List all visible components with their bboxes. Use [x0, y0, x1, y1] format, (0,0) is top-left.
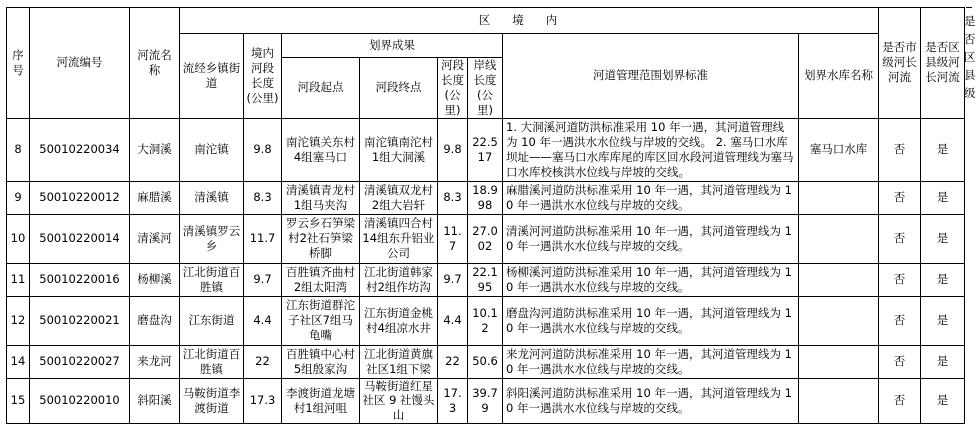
- cell-city-chief: 否: [879, 214, 921, 263]
- cell-standard: 麻腊溪河道防洪标准采用 10 年一遇，其河道管理线为 10 年一遇洪水水位线与岸坡的交线。: [503, 181, 799, 214]
- cell-district-chief: 是: [921, 378, 965, 424]
- cell-end: 南沱镇南沱村1组大洞溪: [360, 118, 438, 181]
- header-start: 河段起点: [282, 58, 360, 119]
- cell-standard: 1. 大洞溪河道防洪标准采用 10 年一遇，其河道管理线为 10 年一遇洪水水位线与岸坡的交线。 2. 塞马口水库坝址——塞马口水库库尾的库区回水段河道管理线为塞马口水库校核洪水位线与岸坡的交线。: [503, 118, 799, 181]
- cell-shore-len: 27.002: [468, 214, 503, 263]
- cell-start: 百胜镇齐曲村2组太阳湾: [282, 263, 360, 296]
- cell-in-length: 9.8: [244, 118, 282, 181]
- table-row: [7, 296, 965, 345]
- cell-seg-len: 9.8: [438, 118, 468, 181]
- cell-end: 清溪镇四合村14组东升铝业公司: [360, 214, 438, 263]
- table-row: [7, 118, 965, 181]
- cell-start: 清溪镇青龙村1组马夹沟: [282, 181, 360, 214]
- cell-standard: 杨柳溪河道防洪标准采用 10 年一遇，其河道管理线为 10 年一遇洪水水位线与岸坡的交线。: [503, 263, 799, 296]
- cell-in-length: 22: [244, 345, 282, 378]
- cell-code: 50010220010: [30, 378, 130, 424]
- table-row: [7, 345, 965, 378]
- cell-shore-len: 50.6: [468, 345, 503, 378]
- cell-shore-len: 10.12: [468, 296, 503, 345]
- cell-seg-len: 8.3: [438, 181, 468, 214]
- cell-district-chief: 是: [921, 118, 965, 181]
- cell-reservoir: [799, 181, 879, 214]
- cell-town: 江北街道百胜镇: [180, 263, 244, 296]
- cell-name: 杨柳溪: [130, 263, 180, 296]
- cell-district-chief: 是: [921, 214, 965, 263]
- header-district-scope: 区境内: [180, 8, 879, 34]
- cell-name: 斜阳溪: [130, 378, 180, 424]
- header-town: 流经乡镇街道: [180, 34, 244, 119]
- cell-in-length: 11.7: [244, 214, 282, 263]
- cell-city-chief: 否: [879, 296, 921, 345]
- cell-seq: 11: [7, 263, 30, 296]
- cell-shore-len: 18.998: [468, 181, 503, 214]
- cell-name: 大洞溪: [130, 118, 180, 181]
- header-seg-len: 河段长度(公里): [438, 58, 468, 119]
- cell-reservoir: [799, 263, 879, 296]
- cell-seq: 14: [7, 345, 30, 378]
- cell-reservoir: [799, 378, 879, 424]
- header-reservoir: 划界水库名称: [799, 34, 879, 119]
- cell-district-chief: 是: [921, 181, 965, 214]
- cell-name: 来龙河: [130, 345, 180, 378]
- header-district-chief: 是否区县级河长河流: [921, 8, 965, 119]
- cell-standard: 磨盘沟河道防洪标准采用 10 年一遇，其河道管理线为 10 年一遇洪水水位线与岸坡的交线。: [503, 296, 799, 345]
- cell-seg-len: 22: [438, 345, 468, 378]
- cell-standard: 斜阳溪河道防洪标准采用 10 年一遇，其河道管理线为 10 年一遇洪水水位线与岸坡的交线。: [503, 378, 799, 424]
- cell-in-length: 8.3: [244, 181, 282, 214]
- cell-town: 南沱镇: [180, 118, 244, 181]
- cell-seq: 9: [7, 181, 30, 214]
- cell-name: 清溪河: [130, 214, 180, 263]
- cell-end: 江北街道黄旗社区1组下梁: [360, 345, 438, 378]
- cell-seq: 12: [7, 296, 30, 345]
- cell-city-chief: 否: [879, 378, 921, 424]
- header-row-1: [7, 8, 965, 34]
- cell-end: 江北街道韩家村2组作坊沟: [360, 263, 438, 296]
- cell-code: 50010220016: [30, 263, 130, 296]
- header-seq: 序号: [7, 8, 30, 119]
- table-row: [7, 214, 965, 263]
- cell-reservoir: 塞马口水库: [799, 118, 879, 181]
- header-end: 河段终点: [360, 58, 438, 119]
- cell-name: 磨盘沟: [130, 296, 180, 345]
- table-row: [7, 263, 965, 296]
- cell-start: 江东街道群沱子社区7组马龟嘴: [282, 296, 360, 345]
- cell-shore-len: 22.195: [468, 263, 503, 296]
- cell-seq: 15: [7, 378, 30, 424]
- cell-name: 麻腊溪: [130, 181, 180, 214]
- cell-town: 清溪镇罗云乡: [180, 214, 244, 263]
- cell-start: 南沱镇关东村4组塞马口: [282, 118, 360, 181]
- cell-town: 清溪镇: [180, 181, 244, 214]
- cell-town: 马鞍街道李渡街道: [180, 378, 244, 424]
- cell-standard: 清溪河河道防洪标准采用 10 年一遇，其河道管理线为 10 年一遇洪水水位线与岸坡的交线。: [503, 214, 799, 263]
- cell-start: 李渡街道龙塘村1组河咀: [282, 378, 360, 424]
- header-in-length: 境内河段长度(公里): [244, 34, 282, 119]
- cell-code: 50010220014: [30, 214, 130, 263]
- header-name: 河流名称: [130, 8, 180, 119]
- cell-start: 罗云乡石笋梁村2社石笋梁桥脚: [282, 214, 360, 263]
- cell-reservoir: [799, 214, 879, 263]
- cell-seg-len: 17.3: [438, 378, 468, 424]
- cell-end: 马鞍街道红星社区 9 社馒头山: [360, 378, 438, 424]
- river-boundary-table: [6, 7, 965, 424]
- cell-code: 50010220027: [30, 345, 130, 378]
- cell-standard: 来龙河河道防洪标准采用 10 年一遇，其河道管理线为 10 年一遇洪水水位线与岸坡的交线。: [503, 345, 799, 378]
- cell-code: 50010220021: [30, 296, 130, 345]
- cell-district-chief: 是: [921, 263, 965, 296]
- cell-code: 50010220034: [30, 118, 130, 181]
- cell-reservoir: [799, 296, 879, 345]
- cell-city-chief: 否: [879, 263, 921, 296]
- cell-seq: 8: [7, 118, 30, 181]
- cell-in-length: 17.3: [244, 378, 282, 424]
- cell-seg-len: 9.7: [438, 263, 468, 296]
- header-demarcation: 划界成果: [282, 34, 503, 58]
- cell-city-chief: 否: [879, 345, 921, 378]
- cell-end: 江东街道金桃村4组凉水井: [360, 296, 438, 345]
- cell-reservoir: [799, 345, 879, 378]
- cell-shore-len: 39.79: [468, 378, 503, 424]
- cell-town: 江北街道百胜镇: [180, 345, 244, 378]
- cell-shore-len: 22.517: [468, 118, 503, 181]
- cell-seq: 10: [7, 214, 30, 263]
- cell-end: 清溪镇双龙村2组大岩轩: [360, 181, 438, 214]
- cropped-column-header: 是否区县级: [964, 14, 976, 100]
- cell-town: 江东街道: [180, 296, 244, 345]
- cell-city-chief: 否: [879, 181, 921, 214]
- cell-district-chief: 是: [921, 345, 965, 378]
- cell-seg-len: 11.7: [438, 214, 468, 263]
- table-row: [7, 181, 965, 214]
- header-code: 河流编号: [30, 8, 130, 119]
- header-city-chief: 是否市级河长河流: [879, 8, 921, 119]
- cell-code: 50010220012: [30, 181, 130, 214]
- cell-in-length: 4.4: [244, 296, 282, 345]
- cell-start: 百胜镇中心村5组殷家沟: [282, 345, 360, 378]
- cell-in-length: 9.7: [244, 263, 282, 296]
- header-shore-len: 岸线长度(公里): [468, 58, 503, 119]
- table-row: [7, 378, 965, 424]
- cell-seg-len: 4.4: [438, 296, 468, 345]
- cell-city-chief: 否: [879, 118, 921, 181]
- cell-district-chief: 是: [921, 296, 965, 345]
- header-standard: 河道管理范围划界标准: [503, 34, 799, 119]
